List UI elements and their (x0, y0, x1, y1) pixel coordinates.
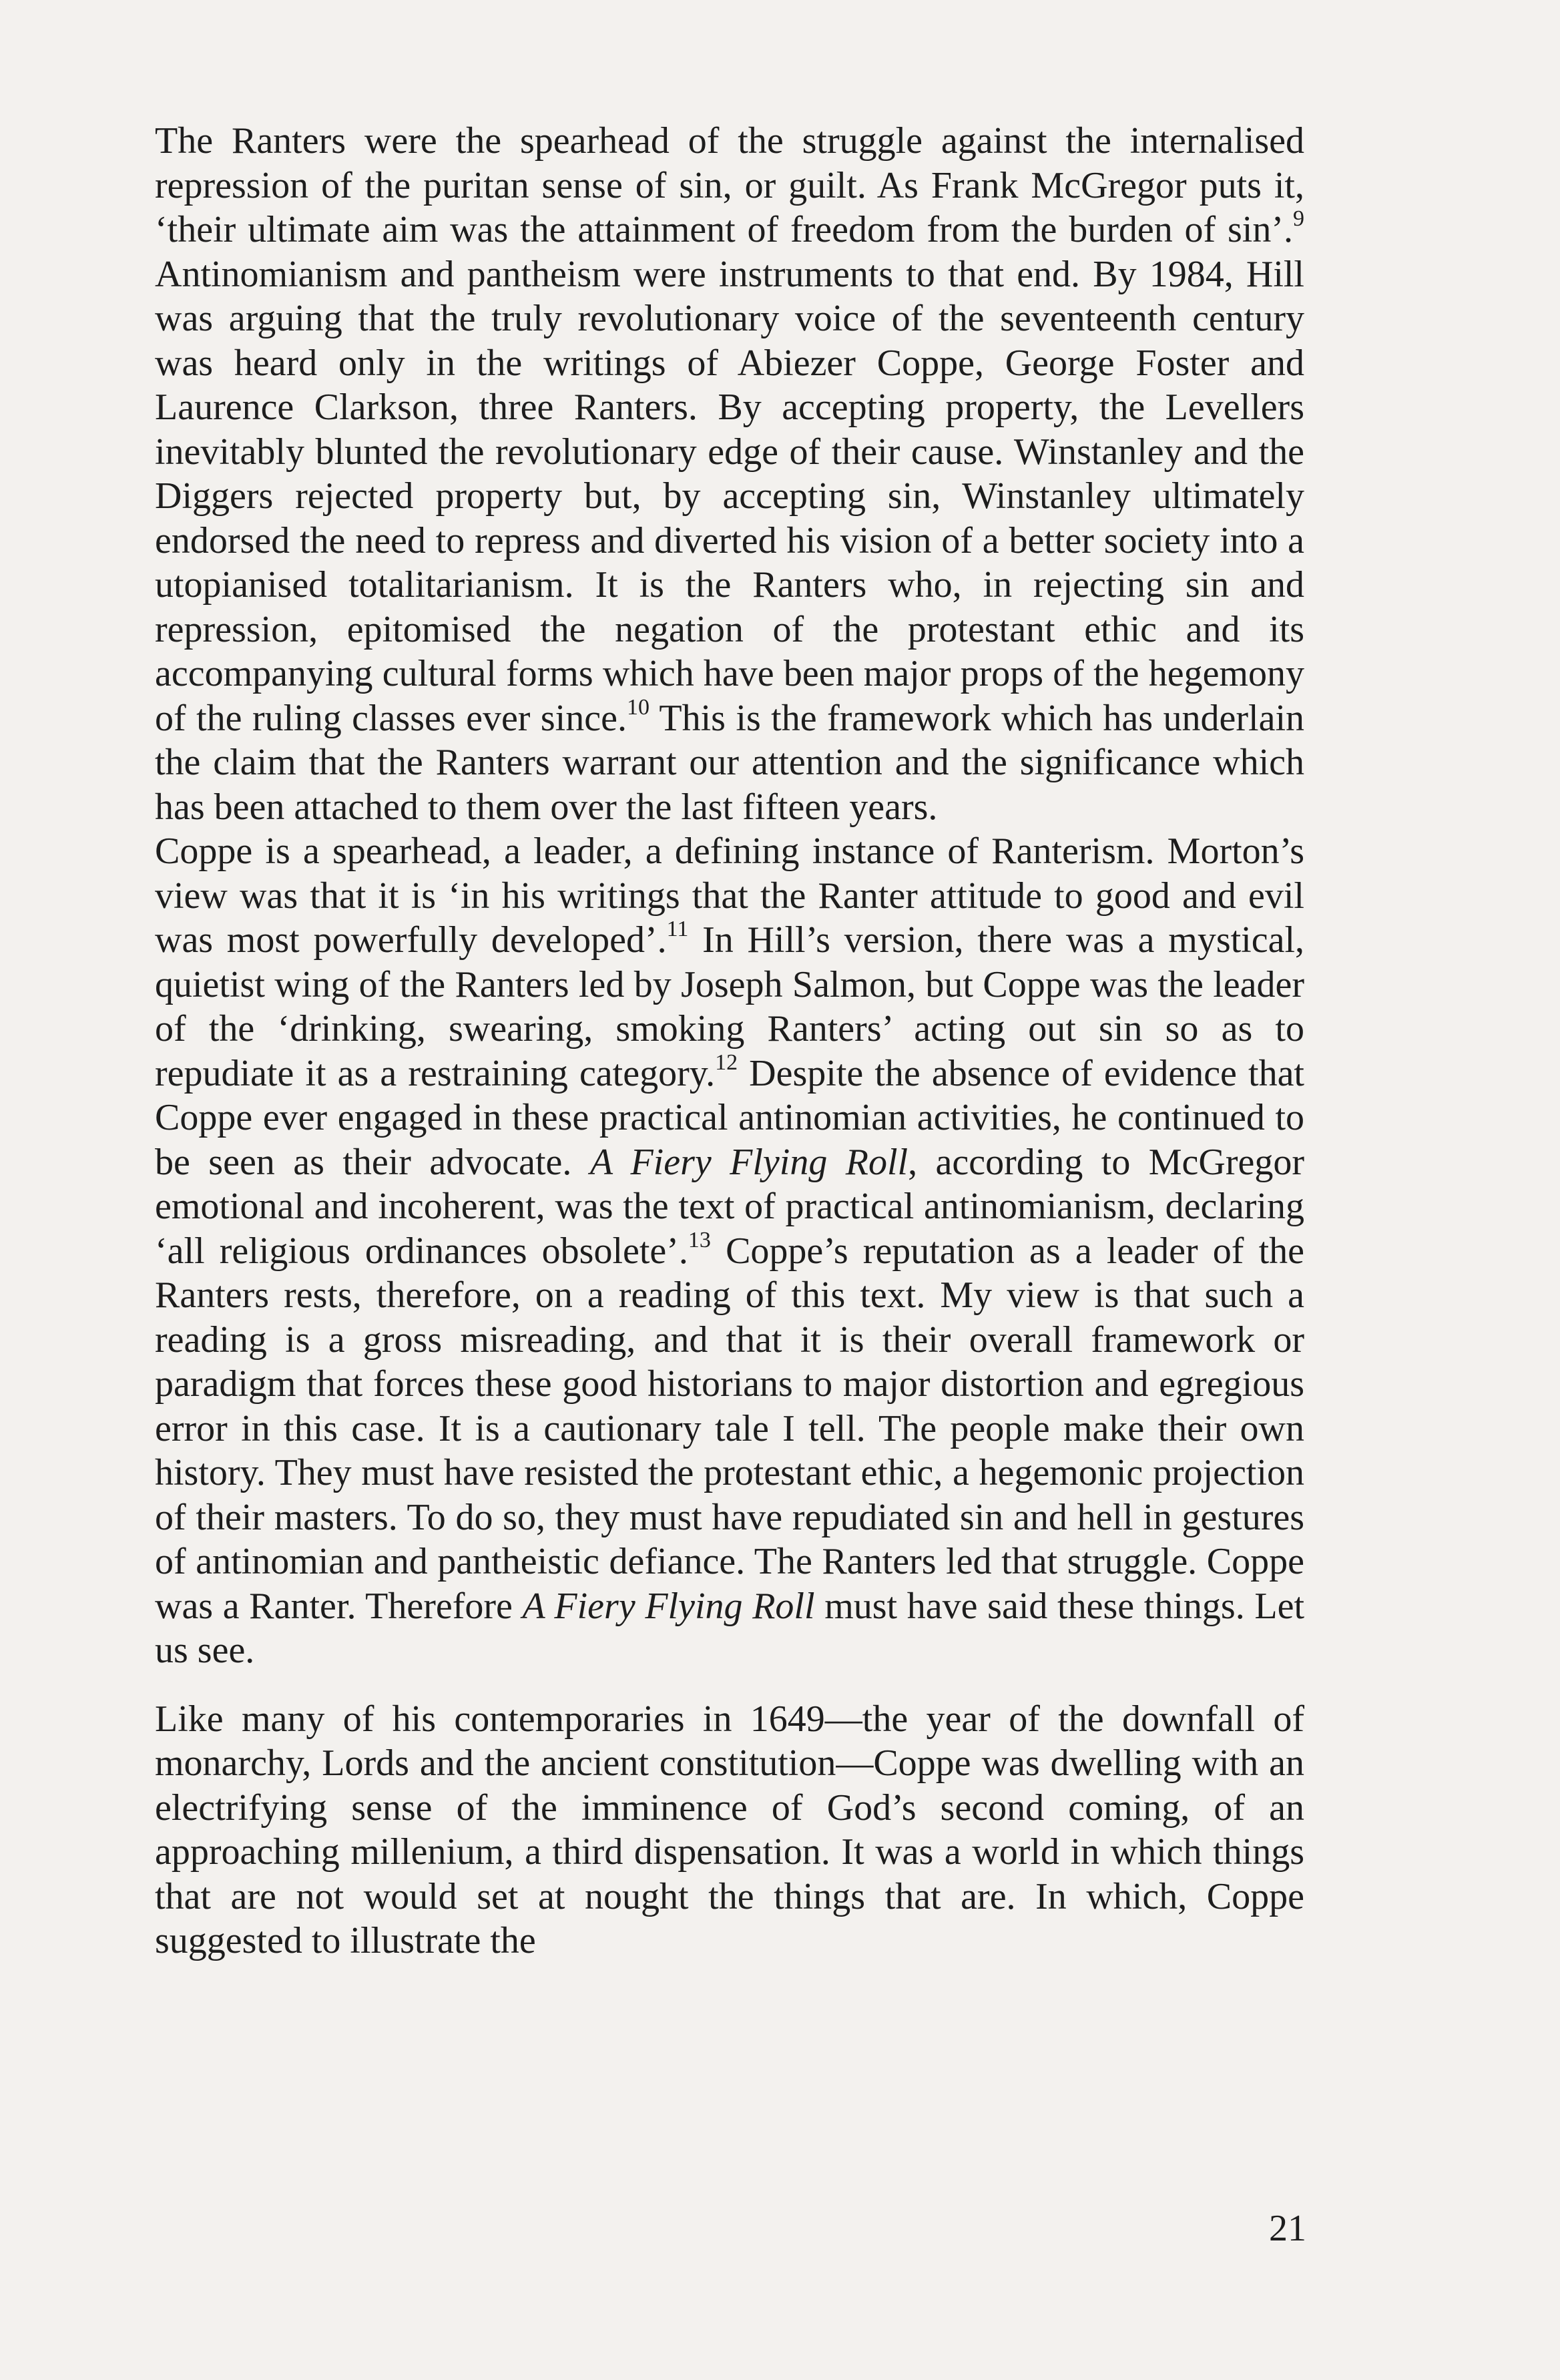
footnote-marker: 13 (688, 1227, 711, 1252)
text-run: Coppe’s reputation as a leader of the Ranters rests, therefore, on a reading of this text. My view is that such a reading is a gross misreading, and that it is their overall framework or paradigm that forces these good historians to major distortion and egregious error in this case. It is a cautionary tale I tell. The people make their own history. They must have resisted the protestant ethic, a hegemonic projection of their masters. To do so, they must have repudiated sin and hell in gestures of antinomian and pantheistic defiance. The Ranters led that struggle. Coppe was a Ranter. Therefore (155, 1230, 1304, 1627)
text-run: Coppe is a spearhead, a leader, a defining instance of Ranterism. Morton’s view was that it is ‘in his writings that the Ranter attitude to good and evil was most powerfully developed’. (155, 830, 1304, 961)
body-text (155, 119, 1304, 1963)
text-run: This is the framework which has underlain the claim that the Ranters warrant our attention and the significance which has been attached to them over the last fifteen years. (155, 697, 1304, 828)
text-run: Antinomianism and pantheism were instruments to that end. By 1984, Hill was arguing that the truly revolutionary voice of the seventeenth century was heard only in the writings of Abiezer Coppe, George Foster and Laurence Clarkson, three Ranters. By accepting property, the Levellers inevitably blunted the revolutionary edge of their cause. Winstanley and the Diggers rejected property but, by accepting sin, Winstanley ultimately endorsed the need to repress and diverted his vision of a better society into a utopianised totalitarianism. It is the Ranters who, in rejecting sin and repression, epitomised the negation of the protestant ethic and its accompanying cultural forms which have been major props of the hegemony of the ruling classes ever since. (155, 253, 1304, 739)
italic-title: A Fiery Flying Roll (589, 1141, 908, 1183)
paragraph-2 (155, 829, 1304, 1673)
paragraph-1 (155, 119, 1304, 829)
page-number: 21 (1269, 2208, 1306, 2249)
footnote-marker: 11 (666, 917, 689, 942)
paragraph-3 (155, 1697, 1304, 1963)
text-run: Like many of his contemporaries in 1649—the year of the downfall of monarchy, Lords and the ancient constitution—Coppe was dwelling with an electrifying sense of the imminence of God’s second coming, of an approaching millenium, a third dispensation. It was a world in which things that are not would set at nought the things that are. In which, Coppe suggested to illustrate the (155, 1698, 1304, 1961)
text-run: , according to McGregor emotional and incoherent, was the text of practical antinomianism, declaring ‘all religious ordinances obsolete’. (155, 1141, 1305, 1272)
text-run: Despite the absence of evidence that Coppe ever engaged in these practical antinomian activities, he continued to be seen as their advocate. (155, 1052, 1304, 1183)
text-run: The Ranters were the spearhead of the struggle against the internalised repression of the puritan sense of sin, or guilt. As Frank McGregor puts it, ‘their ultimate aim was the attainment of freedom from the burden of sin’. (155, 120, 1304, 250)
text-run: must have said these things. Let us see. (155, 1585, 1304, 1671)
italic-title: A Fiery Flying Roll (522, 1585, 815, 1627)
footnote-marker: 12 (715, 1049, 738, 1075)
text-run: In Hill’s version, there was a mystical, quietist wing of the Ranters led by Joseph Salmon, but Coppe was the leader of the ‘drinking, swearing, smoking Ranters’ acting out sin so as to repudiate it as a restraining category. (155, 919, 1304, 1094)
footnote-marker: 9 (1293, 206, 1304, 232)
footnote-marker: 10 (626, 694, 649, 720)
